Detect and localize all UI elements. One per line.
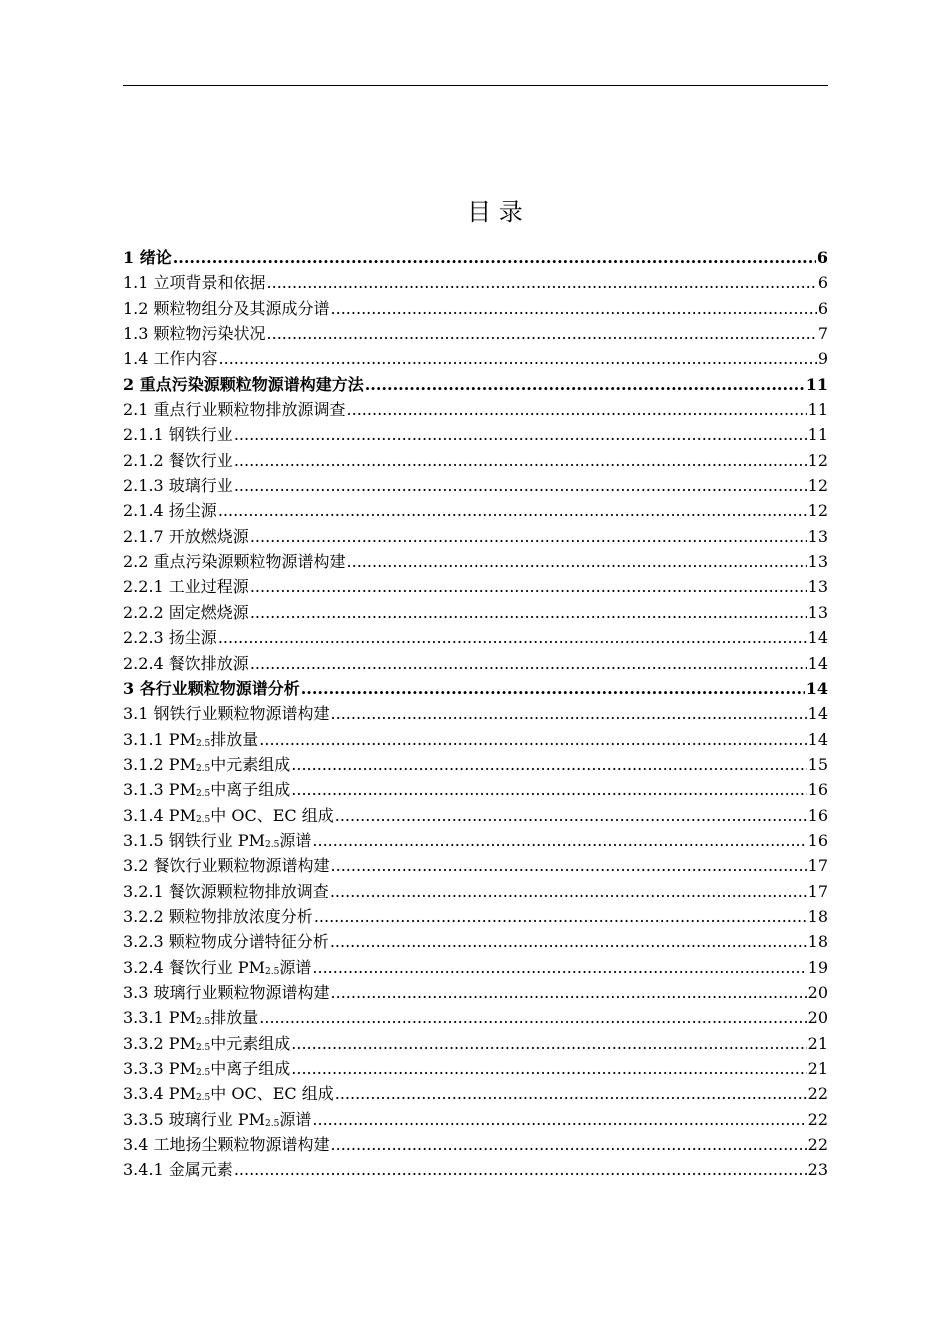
toc-entry-title-text: 2.1.1 钢铁行业 [123, 425, 233, 445]
toc-leader-dots [234, 448, 807, 473]
toc-entry-title [123, 473, 233, 498]
toc-entry-subscript: 2.5 [195, 1093, 211, 1104]
toc-entry-title [123, 498, 217, 523]
toc-leader-dots [365, 372, 805, 397]
toc-leader-dots [331, 853, 807, 878]
toc-page-number: 11 [807, 400, 828, 420]
toc-entry-title-text: 3.2 餐饮行业颗粒物源谱构建 [123, 856, 330, 876]
toc-entry-title-text: 3.1.1 PM [123, 729, 196, 749]
toc-page-number: 16 [807, 780, 828, 800]
toc-leader-dots [347, 549, 807, 574]
toc-page-number: 7 [817, 324, 828, 344]
toc-entry-title-suffix: 排放量 [210, 1008, 259, 1028]
toc-entry-subscript: 2.5 [265, 839, 280, 850]
toc-page-number: 13 [807, 552, 828, 572]
toc-entry-title [123, 904, 313, 929]
toc-entry-title-text: 2.1.2 餐饮行业 [123, 450, 233, 470]
toc-entry-title [123, 270, 266, 295]
toc-entry[interactable] [123, 701, 828, 726]
toc-page-number: 20 [807, 1008, 828, 1028]
toc-entry[interactable] [123, 321, 828, 346]
toc-entry[interactable] [123, 473, 828, 498]
toc-page-number: 21 [807, 1059, 828, 1078]
toc-entry-title-suffix: 源谱 [279, 957, 312, 977]
toc-leader-dots [331, 701, 807, 726]
toc-page-number: 12 [807, 450, 828, 470]
toc-page-number: 16 [807, 830, 828, 850]
toc-entry-title [123, 1005, 258, 1030]
toc-entry-title-text: 2.1.3 玻璃行业 [123, 476, 233, 496]
toc-page-number: 11 [805, 374, 828, 394]
toc-entry-title [123, 397, 346, 422]
toc-leader-dots [335, 1081, 807, 1106]
toc-leader-dots [173, 245, 816, 270]
toc-entry[interactable] [123, 270, 828, 295]
toc-entry-title-text: 1.4 工作内容 [123, 349, 218, 369]
toc-leader-dots [335, 803, 807, 828]
toc-leader-dots [218, 625, 807, 650]
toc-leader-dots [259, 727, 806, 752]
toc-page-number: 14 [807, 653, 828, 673]
toc-leader-dots [291, 1056, 806, 1081]
toc-entry-title [123, 321, 266, 346]
toc-entry-title-text: 3.2.4 餐饮行业 PM [123, 957, 266, 977]
toc-entry-title [123, 574, 249, 599]
toc-entry-title-suffix: 中 OC、EC 组成 [210, 805, 334, 825]
toc-entry-title [123, 701, 330, 726]
toc-leader-dots [250, 524, 807, 549]
toc-leader-dots [267, 321, 817, 346]
toc-leader-dots [234, 473, 807, 498]
toc-page-number: 22 [807, 1135, 828, 1155]
toc-entry-title-text: 3.1.5 钢铁行业 PM [123, 830, 266, 850]
toc-entry[interactable] [123, 549, 828, 574]
toc-entry[interactable] [123, 448, 828, 473]
toc-entry-title-text: 3.3.3 PM [123, 1059, 196, 1078]
toc-entry[interactable] [123, 828, 828, 853]
toc-leader-dots [291, 777, 806, 802]
toc-leader-dots [312, 955, 806, 980]
toc-page-number: 14 [805, 678, 828, 698]
toc-page-number: 16 [807, 805, 828, 825]
toc-entry[interactable] [123, 524, 828, 549]
toc-entry-title-text: 3.3.1 PM [123, 1008, 196, 1028]
toc-page-number: 22 [807, 1084, 828, 1104]
toc-entry-title-text: 3.3.5 玻璃行业 PM [123, 1109, 266, 1129]
toc-entry-title-text: 2.1.4 扬尘源 [123, 501, 217, 521]
toc-page-number: 14 [807, 729, 828, 749]
toc-leader-dots [267, 270, 817, 295]
toc-entry-title-text: 1.2 颗粒物组分及其源成分谱 [123, 298, 330, 318]
toc-entry-title [123, 372, 364, 397]
toc-leader-dots [301, 676, 805, 701]
toc-entry-title [123, 955, 311, 980]
toc-entry-title-text: 3.3.4 PM [123, 1084, 196, 1104]
toc-entry-subscript: 2.5 [195, 1042, 211, 1053]
toc-entry-title-suffix: 中离子组成 [210, 1059, 291, 1078]
toc-entry[interactable] [123, 777, 828, 802]
toc-page-number: 14 [807, 704, 828, 724]
toc-entry-title-text: 3.3 玻璃行业颗粒物源谱构建 [123, 982, 330, 1002]
toc-entry-title-text: 2.1 重点行业颗粒物排放源调查 [123, 400, 346, 420]
toc-leader-dots [347, 397, 807, 422]
toc-entry[interactable] [123, 498, 828, 523]
toc-leader-dots [291, 1031, 806, 1056]
toc-leader-dots [250, 651, 807, 676]
toc-entry-title-text: 2.2.1 工业过程源 [123, 577, 249, 597]
toc-entry-title [123, 1107, 311, 1132]
toc-entry-subscript: 2.5 [195, 763, 211, 774]
toc-entry-subscript: 2.5 [195, 1068, 211, 1078]
toc-entry[interactable] [123, 1081, 828, 1106]
toc-page-number: 23 [807, 1160, 828, 1180]
toc-leader-dots [250, 600, 807, 625]
table-of-contents [123, 245, 828, 1183]
toc-leader-dots [330, 929, 807, 954]
toc-entry-title [123, 727, 258, 752]
toc-entry-title-text: 3.1 钢铁行业颗粒物源谱构建 [123, 704, 330, 724]
toc-entry[interactable] [123, 625, 828, 650]
toc-entry-subscript: 2.5 [265, 1118, 280, 1129]
toc-page-number: 17 [807, 881, 828, 901]
toc-entry-title-suffix: 中离子组成 [210, 780, 291, 800]
toc-leader-dots [331, 296, 817, 321]
toc-page-number: 14 [807, 628, 828, 648]
toc-page-number: 6 [816, 248, 828, 267]
header-rule [123, 85, 828, 86]
toc-entry-title-text: 3.1.4 PM [123, 805, 196, 825]
toc-page-number: 12 [807, 501, 828, 521]
toc-entry-title-text: 3.4 工地扬尘颗粒物源谱构建 [123, 1135, 330, 1155]
toc-entry-title-suffix: 源谱 [279, 1109, 312, 1129]
toc-entry-title-text: 2 重点污染源颗粒物源谱构建方法 [123, 374, 364, 394]
toc-leader-dots [234, 422, 807, 447]
toc-entry[interactable] [123, 422, 828, 447]
toc-entry-title [123, 980, 330, 1005]
toc-entry[interactable] [123, 372, 828, 397]
toc-page-number: 20 [807, 982, 828, 1002]
toc-entry[interactable] [123, 651, 828, 676]
toc-entry-title-suffix: 排放量 [210, 729, 259, 749]
toc-entry-title-text: 1 绪论 [123, 248, 172, 267]
toc-entry[interactable] [123, 574, 828, 599]
toc-entry-title-suffix: 中元素组成 [210, 754, 291, 774]
toc-entry-title-text: 3 各行业颗粒物源谱分析 [123, 678, 300, 698]
toc-page-number: 12 [807, 476, 828, 496]
toc-entry-title [123, 1031, 290, 1056]
toc-page-number: 13 [807, 577, 828, 597]
toc-entry-title [123, 1081, 334, 1106]
toc-entry-title-text: 2.2.4 餐饮排放源 [123, 653, 249, 673]
toc-page-number: 22 [807, 1109, 828, 1129]
toc-leader-dots [234, 1157, 807, 1182]
toc-entry[interactable] [123, 853, 828, 878]
toc-entry-title [123, 422, 233, 447]
toc-leader-dots [250, 574, 807, 599]
toc-leader-dots [219, 346, 817, 371]
toc-entry-subscript: 2.5 [195, 738, 211, 749]
toc-page-number: 6 [817, 273, 828, 293]
toc-entry-title-text: 3.1.2 PM [123, 754, 196, 774]
toc-entry[interactable] [123, 676, 828, 701]
toc-entry-title [123, 803, 334, 828]
toc-page-number: 15 [807, 754, 828, 774]
toc-page-number: 18 [807, 906, 828, 926]
toc-page-number: 13 [807, 602, 828, 622]
toc-entry[interactable] [123, 727, 828, 752]
toc-entry-title-text: 3.4.1 金属元素 [123, 1160, 233, 1180]
toc-entry-title [123, 245, 172, 270]
toc-entry-title [123, 879, 329, 904]
toc-entry-title-text: 2.1.7 开放燃烧源 [123, 526, 249, 546]
toc-entry[interactable] [123, 752, 828, 777]
toc-leader-dots [312, 1107, 806, 1132]
toc-entry-title [123, 828, 311, 853]
toc-entry[interactable] [123, 929, 828, 954]
toc-entry[interactable] [123, 955, 828, 980]
toc-leader-dots [291, 752, 806, 777]
toc-entry[interactable] [123, 1056, 828, 1081]
toc-page-number: 19 [807, 957, 828, 977]
toc-entry-title-text: 3.1.3 PM [123, 780, 196, 800]
toc-entry-title-text: 3.2.1 餐饮源颗粒物排放调查 [123, 881, 329, 901]
toc-entry[interactable] [123, 803, 828, 828]
toc-entry[interactable] [123, 980, 828, 1005]
toc-entry[interactable] [123, 879, 828, 904]
toc-entry-title [123, 1157, 233, 1182]
toc-entry-title-text: 2.2 重点污染源颗粒物源谱构建 [123, 552, 346, 572]
toc-entry-title-text: 2.2.2 固定燃烧源 [123, 602, 249, 622]
toc-entry-title-text: 2.2.3 扬尘源 [123, 628, 217, 648]
toc-entry-title [123, 625, 217, 650]
toc-entry-title-suffix: 源谱 [279, 830, 312, 850]
toc-entry-title-text: 3.2.2 颗粒物排放浓度分析 [123, 906, 313, 926]
toc-entry[interactable] [123, 1157, 828, 1182]
toc-entry[interactable] [123, 600, 828, 625]
page-title: 目 录 [467, 198, 523, 226]
toc-entry-title [123, 929, 329, 954]
toc-entry[interactable] [123, 245, 828, 270]
toc-page-number: 11 [807, 425, 828, 445]
toc-leader-dots [312, 828, 806, 853]
toc-entry-subscript: 2.5 [195, 1017, 211, 1028]
toc-entry-title [123, 600, 249, 625]
toc-entry-title [123, 448, 233, 473]
toc-leader-dots [218, 498, 807, 523]
toc-entry-title [123, 1056, 290, 1081]
toc-page-number: 6 [817, 298, 828, 318]
toc-entry-title-text: 3.3.2 PM [123, 1033, 196, 1053]
toc-entry-title [123, 777, 290, 802]
toc-entry[interactable] [123, 1132, 828, 1157]
toc-page-number: 18 [807, 932, 828, 952]
toc-leader-dots [259, 1005, 806, 1030]
toc-entry-title [123, 296, 330, 321]
toc-leader-dots [314, 904, 807, 929]
toc-entry-title [123, 676, 300, 701]
toc-page-number: 13 [807, 526, 828, 546]
toc-entry-title [123, 853, 330, 878]
toc-entry-title-text: 3.2.3 颗粒物成分谱特征分析 [123, 932, 329, 952]
toc-entry-subscript: 2.5 [265, 966, 280, 977]
toc-leader-dots [330, 879, 807, 904]
toc-entry-title-text: 1.3 颗粒物污染状况 [123, 324, 266, 344]
toc-entry[interactable] [123, 346, 828, 371]
toc-entry-title-text: 1.1 立项背景和依据 [123, 273, 266, 293]
toc-leader-dots [331, 1132, 807, 1157]
toc-entry-title [123, 752, 290, 777]
toc-entry[interactable] [123, 1107, 828, 1132]
toc-page-number: 17 [807, 856, 828, 876]
toc-entry[interactable] [123, 397, 828, 422]
toc-page-number: 9 [817, 349, 828, 369]
toc-entry-title [123, 549, 346, 574]
toc-entry[interactable] [123, 296, 828, 321]
toc-entry[interactable] [123, 1031, 828, 1056]
toc-entry-title-suffix: 中 OC、EC 组成 [210, 1084, 334, 1104]
toc-entry-title [123, 1132, 330, 1157]
toc-entry-title [123, 524, 249, 549]
toc-entry[interactable] [123, 1005, 828, 1030]
toc-leader-dots [331, 980, 807, 1005]
toc-entry-subscript: 2.5 [195, 789, 211, 800]
toc-entry-subscript: 2.5 [195, 814, 211, 825]
toc-entry-title-suffix: 中元素组成 [210, 1033, 291, 1053]
toc-entry[interactable] [123, 904, 828, 929]
toc-page-number: 21 [807, 1033, 828, 1053]
toc-entry-title [123, 346, 218, 371]
toc-entry-title [123, 651, 249, 676]
